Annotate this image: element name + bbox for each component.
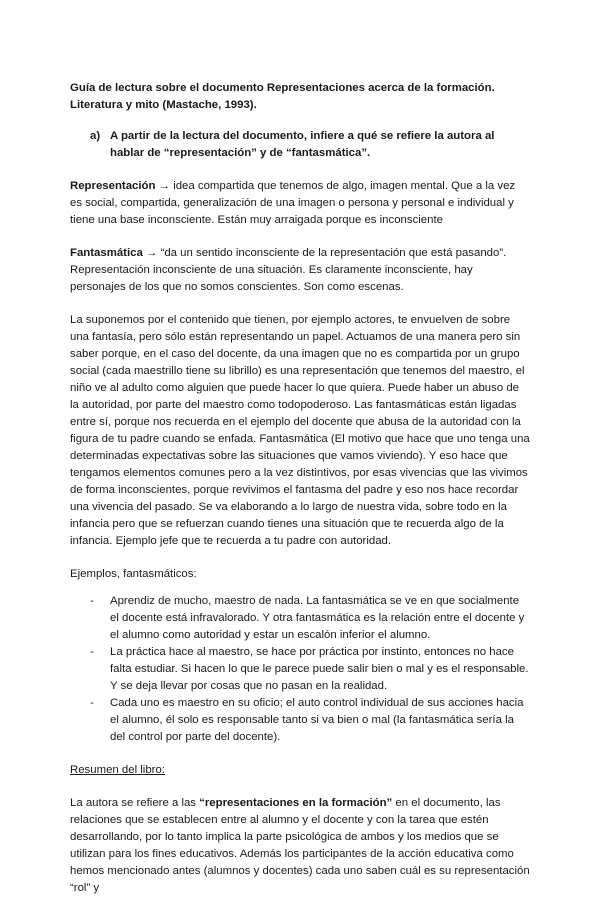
definition-representacion (70, 178, 530, 229)
body-paragraph: La suponemos por el contenido que tienen, por ejemplo actores, te envuelven de sobre una fantasía, pero sólo están representando un papel. Actuamos de una manera pero sin saber porque, en el caso del docente, da una imagen que no es compartida por un grupo social (cada maestrillo tiene su librillo) es una representación que tenemos del maestro, el niño ve al adulto como alguien que puede hacer lo que quiera. Puede haber un abuso de la autoridad, por parte del maestro como todopoderoso. Las fantasmáticas están ligadas entre sí, porque nos recuerda en el ejemplo del docente que abusa de la autoridad con la figura de tu padre cuando se enfada. Fantasmática (El motivo que hace que uno tenga una determinadas expectativas sobre las situaciones que vamos viviendo). Y eso hace que tengamos elementos comunes pero a la vez distintivos, por esas vivencias que las vivimos de forma inconscientes, porque revivimos el fantasma del padre y eso nos hace recordar una vivencia del pasado. Se va elaborando a lo largo de nuestra vida, sobre todo en la infancia pero que se refuerzan cuando tienes una situación que te recuerda algo de la infancia. Ejemplo jefe que te recuerda a tu padre con autoridad. (70, 314, 530, 547)
question-a (90, 128, 530, 162)
question-marker: a) (90, 130, 101, 142)
examples-list (70, 593, 530, 746)
summary-bold-phrase: “representaciones en la formación” (199, 797, 393, 809)
document-title: Guía de lectura sobre el documento Representaciones acerca de la formación. Literatura y mito (Mastache, 1993). (70, 82, 495, 111)
list-item (90, 593, 530, 644)
summary-text-end: en el documento, las relaciones que se establecen entre al alumno y el docente y con la tarea que estén desarrollando, por lo tanto implica la parte psicológica de ambos y los medios que se utilizan para los fines educativos. Además los participantes de la acción educativa como hemos mencionado antes (alumnos y docentes) cada uno saben cuál es su representación “rol” y (70, 797, 530, 894)
example-text: Cada uno es maestro en su oficio; el auto control individual de sus acciones hacia el alumno, él solo es responsable tanto si va bien o mal (la fantasmática sería la del control por parte del docente). (110, 697, 524, 743)
summary-paragraph (70, 795, 530, 897)
list-dash: - (90, 595, 94, 607)
definition-text-fantasmatica: → “da un sentido inconsciente de la representación que está pasando”. Representación inconsciente de una situación. Es claramente inconsciente, hay personajes de los que no somos conscientes. Son como escenas. (70, 247, 507, 293)
definition-fantasmatica (70, 245, 530, 296)
list-item (90, 644, 530, 695)
example-text: Aprendiz de mucho, maestro de nada. La fantasmática se ve en que socialmente el docente está infravalorado. Y otra fantasmática es la relación entre el docente y el alumno como autoridad y estar un escalón inferior el alumno. (110, 595, 525, 641)
examples-heading: Ejemplos, fantasmáticos: (70, 568, 197, 580)
term-fantasmatica: Fantasmática (70, 247, 143, 259)
list-dash: - (90, 646, 94, 658)
list-item (90, 695, 530, 746)
question-text: A partir de la lectura del documento, infiere a qué se refiere la autora al hablar de “representación” y de “fantasmática”. (110, 130, 495, 159)
list-dash: - (90, 697, 94, 709)
term-representacion: Representación (70, 180, 156, 192)
example-text: La práctica hace al maestro, se hace por práctica por instinto, entonces no hace falta estudiar. Si hacen lo que le parece puede salir bien o mal y es el responsable. Y se deja llevar por cosas que no pasan en la realidad. (110, 646, 529, 692)
summary-heading: Resumen del libro: (70, 764, 165, 776)
summary-text-start: La autora se refiere a las (70, 797, 200, 809)
definition-text-representacion: → idea compartida que tenemos de algo, imagen mental. Que a la vez es social, compartida, generalización de una imagen o persona y personal e individual y tiene una base inconsciente. Están muy arraigada porque es inconsciente (70, 180, 516, 226)
